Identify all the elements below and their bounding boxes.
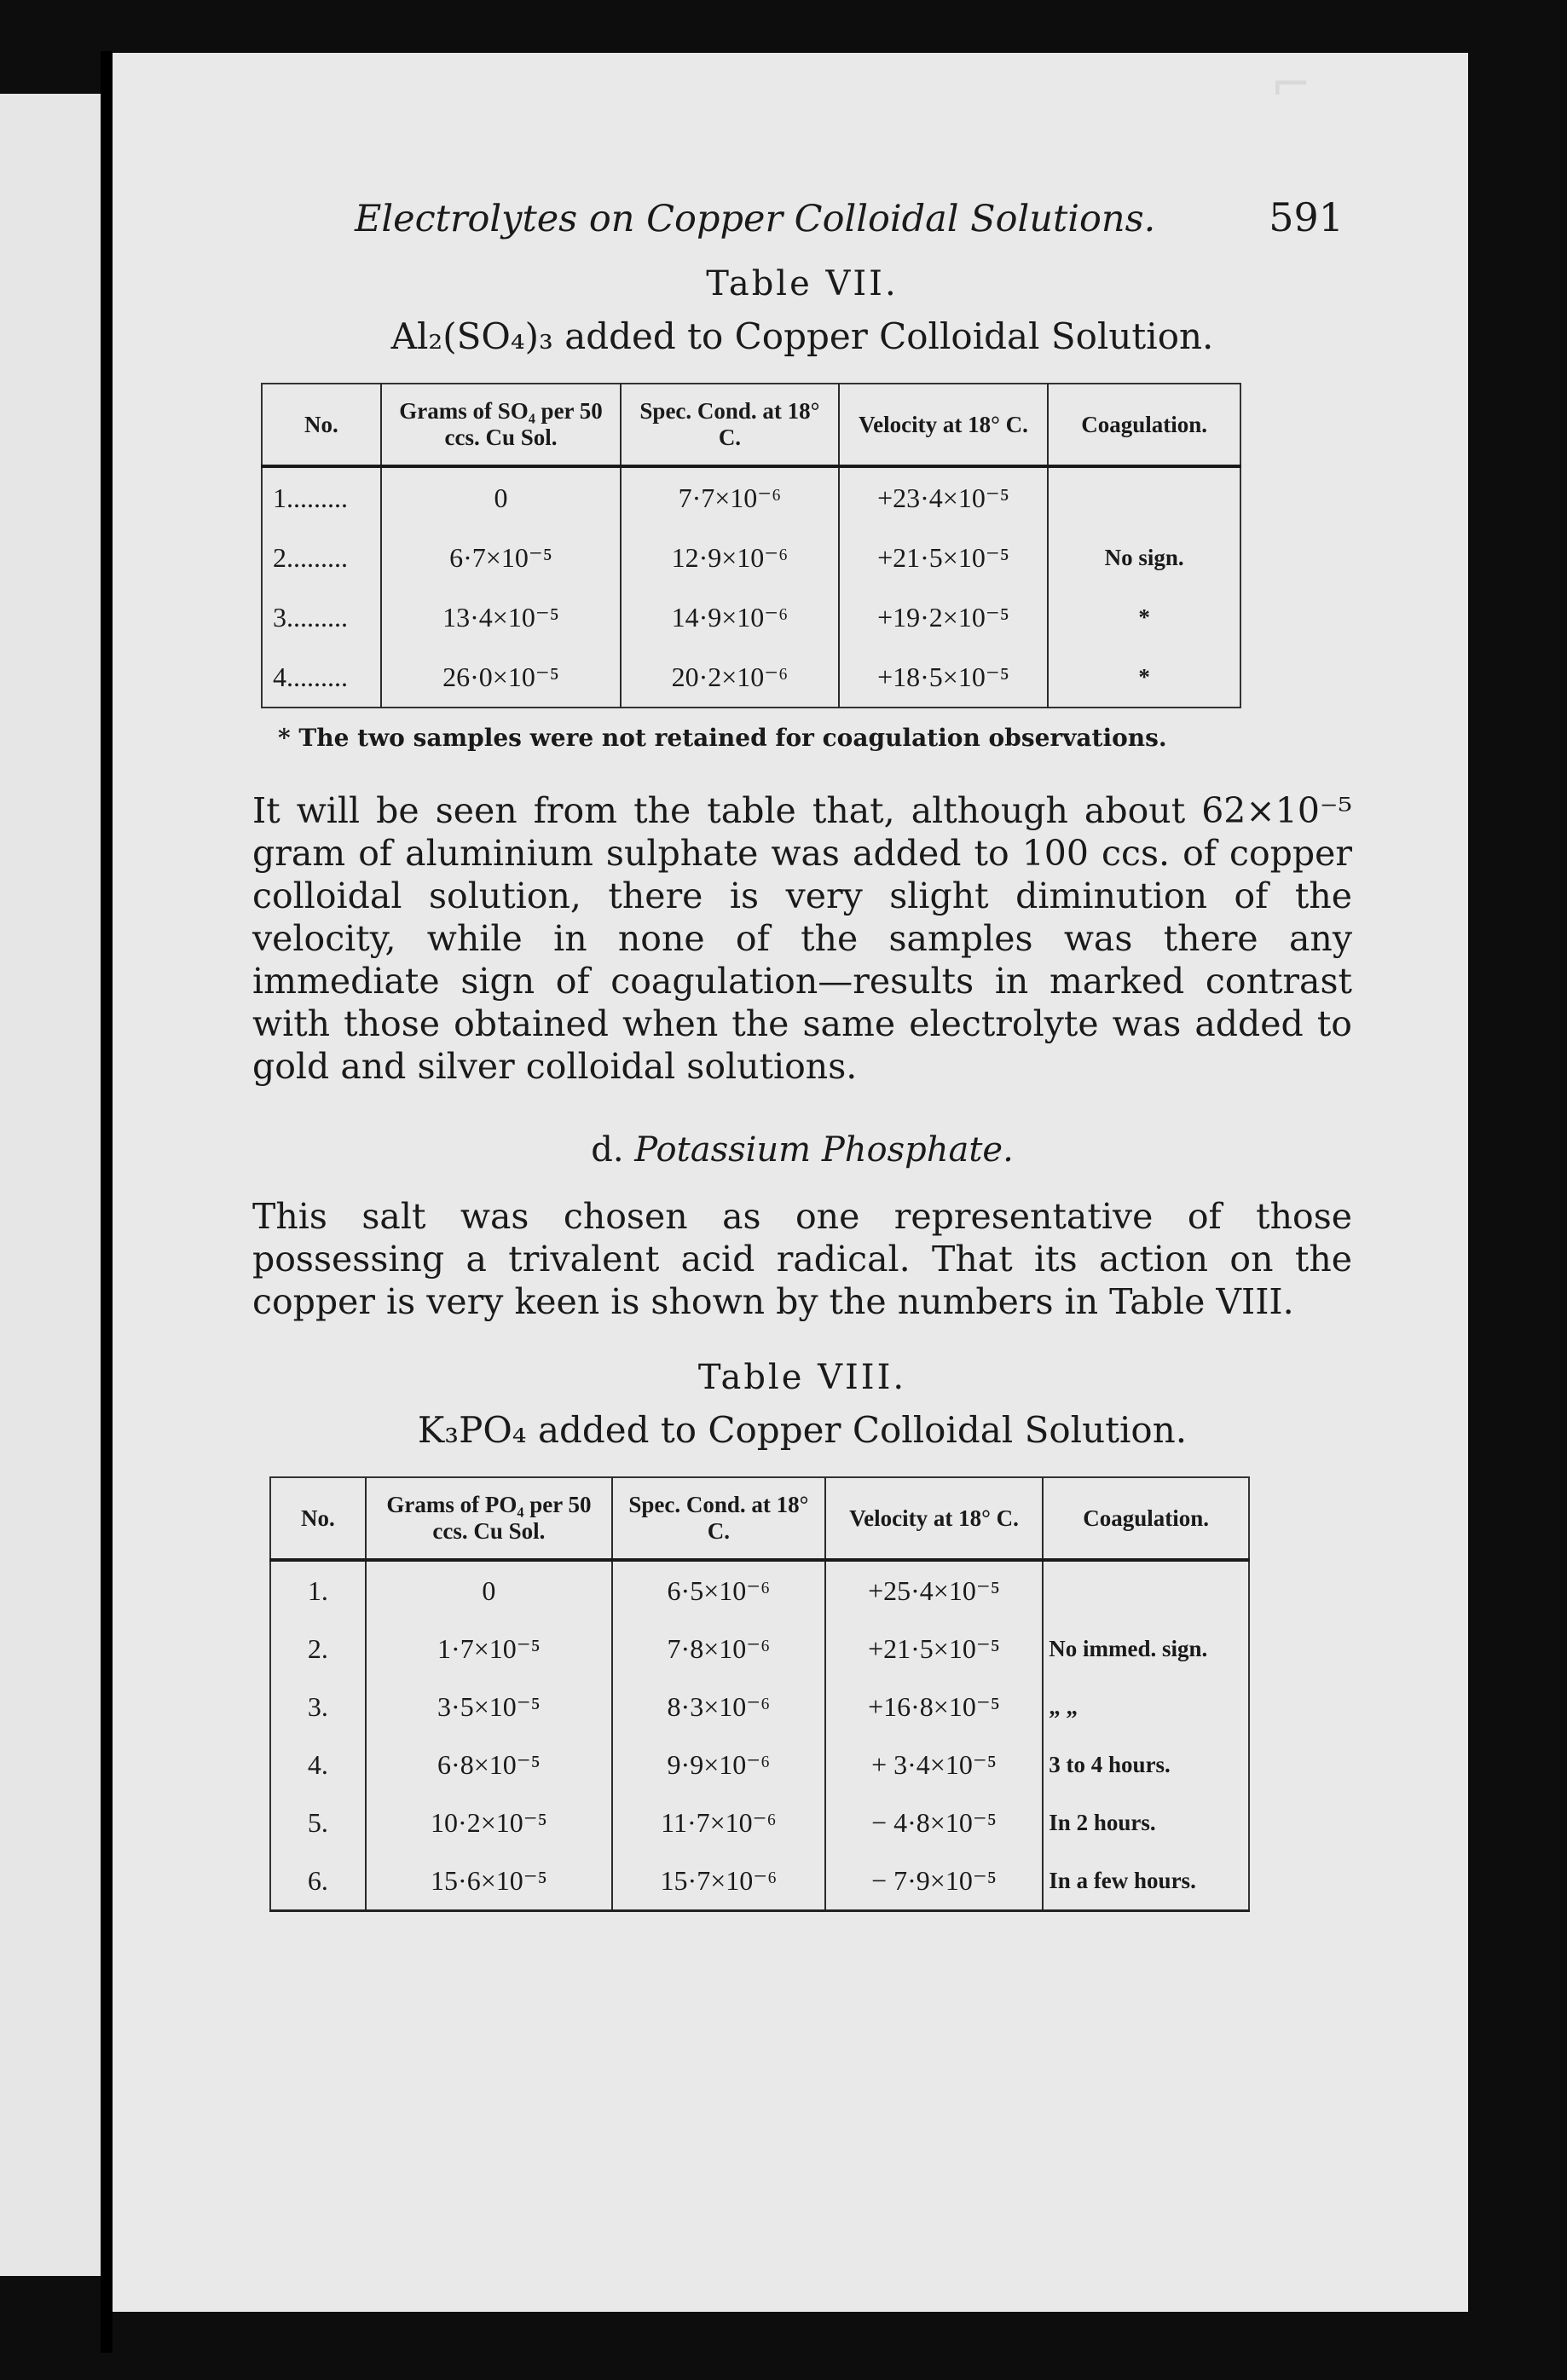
table-row <box>270 1560 1249 1620</box>
coagulation-cell: No immed. sign. <box>1043 1620 1249 1678</box>
scan-corner-mark: ⌐ <box>1270 55 1312 113</box>
coagulation-cell: In a few hours. <box>1043 1851 1249 1911</box>
table-row <box>262 587 1240 647</box>
row-number: 1......... <box>273 482 348 513</box>
table-row <box>270 1851 1249 1911</box>
running-title: Electrolytes on Copper Colloidal Solutions. <box>355 198 1156 240</box>
cond-cell: 15·7×10⁻⁶ <box>612 1851 825 1911</box>
cond-cell: 12·9×10⁻⁶ <box>621 528 838 587</box>
velocity-cell: − 4·8×10⁻⁵ <box>825 1794 1044 1851</box>
velocity-cell: +25·4×10⁻⁵ <box>825 1560 1044 1620</box>
coagulation-cell: „ „ <box>1043 1678 1249 1736</box>
cond-cell: 7·8×10⁻⁶ <box>612 1620 825 1678</box>
table7-header-row <box>262 384 1240 466</box>
velocity-cell: +18·5×10⁻⁵ <box>839 647 1049 708</box>
velocity-cell: +19·2×10⁻⁵ <box>839 587 1049 647</box>
section-letter: d. <box>591 1130 624 1170</box>
section-heading <box>252 1130 1352 1170</box>
grams-cell: 6·7×10⁻⁵ <box>381 528 621 587</box>
table-row <box>270 1620 1249 1678</box>
table8-header-row <box>270 1477 1249 1560</box>
binding-shadow <box>101 51 113 2353</box>
table8-header-no: No. <box>270 1477 366 1560</box>
grams-cell: 10·2×10⁻⁵ <box>366 1794 612 1851</box>
section-title: Potassium Phosphate. <box>634 1130 1014 1170</box>
grams-cell: 15·6×10⁻⁵ <box>366 1851 612 1911</box>
velocity-cell: + 3·4×10⁻⁵ <box>825 1736 1044 1794</box>
table7-header-no: No. <box>262 384 381 466</box>
table7-footnote: * The two samples were not retained for coagulation observations. <box>278 724 1167 753</box>
table7-header-grams: Grams of SO₄ per 50 ccs. Cu Sol. <box>381 384 621 466</box>
grams-cell: 26·0×10⁻⁵ <box>381 647 621 708</box>
coagulation-cell: No sign. <box>1048 528 1240 587</box>
row-number: 2......... <box>273 541 348 573</box>
previous-page-edge <box>0 94 101 2276</box>
table7-header-velocity: Velocity at 18° C. <box>839 384 1049 466</box>
coagulation-cell: In 2 hours. <box>1043 1794 1249 1851</box>
grams-cell: 0 <box>366 1560 612 1620</box>
grams-cell: 1·7×10⁻⁵ <box>366 1620 612 1678</box>
table-row <box>262 647 1240 708</box>
running-head <box>252 194 1352 259</box>
grams-cell: 3·5×10⁻⁵ <box>366 1678 612 1736</box>
coagulation-cell: * <box>1048 647 1240 708</box>
grams-cell: 13·4×10⁻⁵ <box>381 587 621 647</box>
paragraph-aluminium: It will be seen from the table that, although about 62×10⁻⁵ gram of aluminium sulphate was added to 100 ccs. of copper colloidal solution, there is very slight diminution of the velocity, while in none of the samples was there any immediate sign of coagulation—results in marked contrast with those obtained when the same electrolyte was added to gold and silver colloidal solutions. <box>252 790 1352 1088</box>
cond-cell: 11·7×10⁻⁶ <box>612 1794 825 1851</box>
grams-cell: 6·8×10⁻⁵ <box>366 1736 612 1794</box>
table7-header-coagulation: Coagulation. <box>1048 384 1240 466</box>
cond-cell: 9·9×10⁻⁶ <box>612 1736 825 1794</box>
row-number: 3......... <box>273 601 348 633</box>
row-number: 4. <box>307 1748 328 1780</box>
coagulation-cell: 3 to 4 hours. <box>1043 1736 1249 1794</box>
cond-cell: 7·7×10⁻⁶ <box>621 466 838 528</box>
row-number: 2. <box>307 1632 328 1664</box>
coagulation-cell <box>1043 1560 1249 1620</box>
table-row <box>270 1736 1249 1794</box>
cond-cell: 8·3×10⁻⁶ <box>612 1678 825 1736</box>
row-number: 1. <box>307 1574 328 1606</box>
table8-header-grams: Grams of PO₄ per 50 ccs. Cu Sol. <box>366 1477 612 1560</box>
table7-header-cond: Spec. Cond. at 18° C. <box>621 384 838 466</box>
velocity-cell: +21·5×10⁻⁵ <box>839 528 1049 587</box>
table8-caption: K₃PO₄ added to Copper Colloidal Solution. <box>417 1409 1188 1452</box>
book-page <box>113 53 1468 2312</box>
cond-cell: 6·5×10⁻⁶ <box>612 1560 825 1620</box>
page-number: 591 <box>1269 194 1344 240</box>
paragraph-phosphate: This salt was chosen as one representative of those possessing a trivalent acid radical. That its action on the copper is very keen is shown by the numbers in Table VIII. <box>252 1196 1352 1323</box>
table8-header-coagulation: Coagulation. <box>1043 1477 1249 1560</box>
table8-header-cond: Spec. Cond. at 18° C. <box>612 1477 825 1560</box>
row-number: 5. <box>307 1806 328 1838</box>
velocity-cell: − 7·9×10⁻⁵ <box>825 1851 1044 1911</box>
cond-cell: 20·2×10⁻⁶ <box>621 647 838 708</box>
table-row <box>262 466 1240 528</box>
table7 <box>261 383 1241 708</box>
velocity-cell: +23·4×10⁻⁵ <box>839 466 1049 528</box>
table8-header-velocity: Velocity at 18° C. <box>825 1477 1044 1560</box>
velocity-cell: +21·5×10⁻⁵ <box>825 1620 1044 1678</box>
table-row <box>270 1794 1249 1851</box>
table7-caption: Al₂(SO₄)₃ added to Copper Colloidal Solution. <box>390 315 1214 357</box>
row-number: 3. <box>307 1690 328 1722</box>
velocity-cell: +16·8×10⁻⁵ <box>825 1678 1044 1736</box>
row-number: 6. <box>307 1864 328 1896</box>
cond-cell: 14·9×10⁻⁶ <box>621 587 838 647</box>
table-row <box>270 1678 1249 1736</box>
grams-cell: 0 <box>381 466 621 528</box>
row-number: 4......... <box>273 661 348 692</box>
table8 <box>269 1476 1250 1912</box>
coagulation-cell <box>1048 466 1240 528</box>
table-row <box>262 528 1240 587</box>
page-content <box>252 194 1352 1912</box>
coagulation-cell: * <box>1048 587 1240 647</box>
table7-title: Table VII. <box>706 264 899 303</box>
table8-title: Table VIII. <box>697 1358 907 1398</box>
